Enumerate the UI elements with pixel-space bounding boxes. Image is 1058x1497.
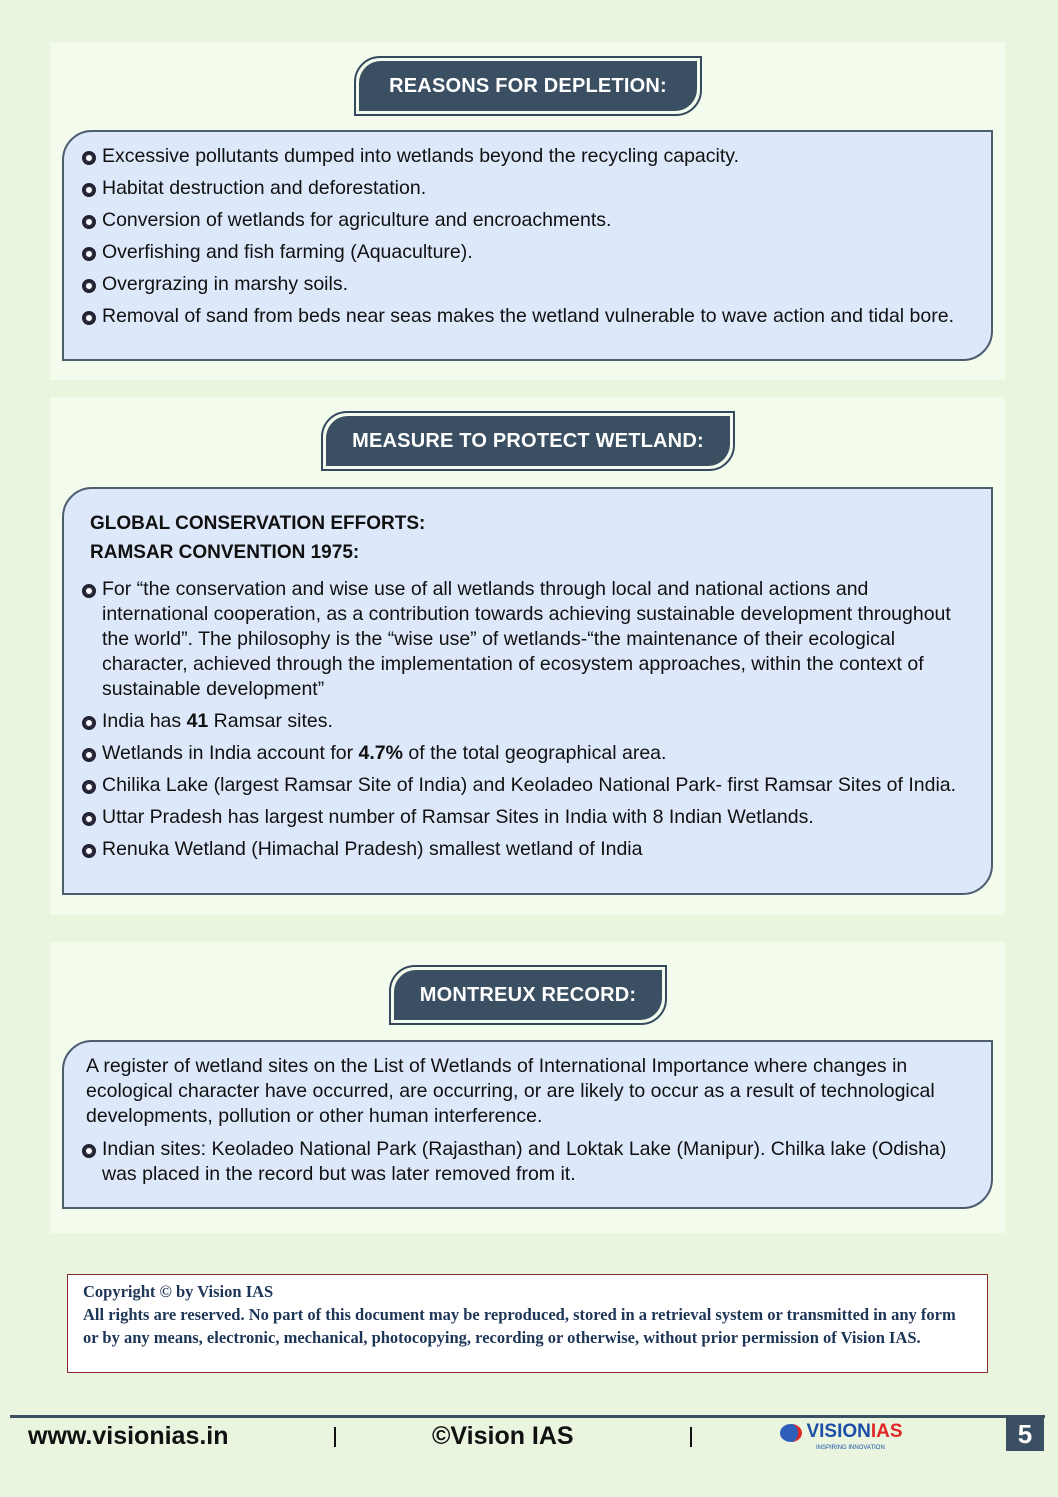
list-item (82, 741, 977, 766)
list-item: Excessive pollutants dumped into wetlands beyond the recycling capacity. (82, 144, 977, 169)
list-text: India has (102, 710, 187, 732)
montreux-box (62, 1040, 993, 1209)
footer-url[interactable]: www.visionias.in (28, 1422, 229, 1450)
list-item: Removal of sand from beds near seas makes the wetland vulnerable to wave action and tidal bore. (82, 304, 977, 329)
list-item: Indian sites: Keoladeo National Park (Rajasthan) and Loktak Lake (Manipur). Chilka lake (Odisha) was placed in the record but was later removed from it. (82, 1137, 977, 1187)
list-item (82, 805, 977, 830)
protect-header (321, 411, 735, 471)
list-item (82, 773, 977, 798)
depletion-box (62, 130, 993, 361)
depletion-header (354, 56, 702, 116)
divider (690, 1427, 692, 1447)
page-number: 5 (1006, 1417, 1044, 1451)
visionias-logo (780, 1422, 903, 1452)
list-text: Renuka Wetland (Himachal Pradesh) smallest wetland of India (102, 838, 643, 860)
list-item (82, 577, 977, 702)
montreux-header (389, 965, 667, 1025)
footer-copyright: ©Vision IAS (432, 1422, 574, 1450)
highlight-value: 41 (186, 710, 209, 732)
list-item (82, 709, 977, 734)
logo-tagline: INSPIRING INNOVATION (816, 1445, 885, 1451)
copyright-notice (67, 1274, 988, 1373)
subheading: RAMSAR CONVENTION 1975: (90, 542, 360, 563)
list-item: Overfishing and fish farming (Aquaculture). (82, 240, 977, 265)
list-text: Chilika Lake (largest Ramsar Site of India) and Keoladeo National Park- first Ramsar Sites of India. (102, 774, 957, 796)
list-item (82, 837, 977, 862)
copyright-title: Copyright © by Vision IAS (83, 1282, 274, 1301)
highlight-value: 4.7% (358, 742, 403, 764)
montreux-description: A register of wetland sites on the List of Wetlands of International Importance where changes in ecological character have occurred, are occurring, or are likely to occur as a result of technological developments, pollution or other human interference. (86, 1055, 935, 1127)
list-text: Ramsar sites. (208, 710, 333, 732)
copyright-text: All rights are reserved. No part of this document may be reproduced, stored in a retrieval system or transmitted in any form or by any means, electronic, mechanical, photocopying, recording or otherwise, without prior permission of Vision IAS. (83, 1305, 956, 1347)
protect-box (62, 487, 993, 895)
depletion-title: REASONS FOR DEPLETION: (359, 61, 697, 111)
montreux-title: MONTREUX RECORD: (394, 970, 662, 1020)
divider (334, 1427, 336, 1447)
list-text: Wetlands in India account for (102, 742, 359, 764)
list-item: Habitat destruction and deforestation. (82, 176, 977, 201)
list-item: Overgrazing in marshy soils. (82, 272, 977, 297)
footer-rule (10, 1415, 1045, 1418)
logo-icon (780, 1424, 802, 1442)
list-text: For “the conservation and wise use of all wetlands through local and national actions and international cooperation, as a contribution towards achieving sustainable development throughout the world”. The philosophy is the “wise use” of wetlands-“the maintenance of their ecological character, achieved through the implementation of ecosystem approaches, within the context of sustainable development” (102, 578, 951, 700)
logo-text-accent: IAS (870, 1421, 903, 1442)
subheading: GLOBAL CONSERVATION EFFORTS: (90, 513, 426, 534)
list-item: Conversion of wetlands for agriculture and encroachments. (82, 208, 977, 233)
list-text: of the total geographical area. (403, 742, 667, 764)
protect-title: MEASURE TO PROTECT WETLAND: (326, 416, 730, 466)
list-text: Uttar Pradesh has largest number of Ramsar Sites in India with 8 Indian Wetlands. (102, 806, 814, 828)
logo-text: VISION (806, 1421, 871, 1442)
